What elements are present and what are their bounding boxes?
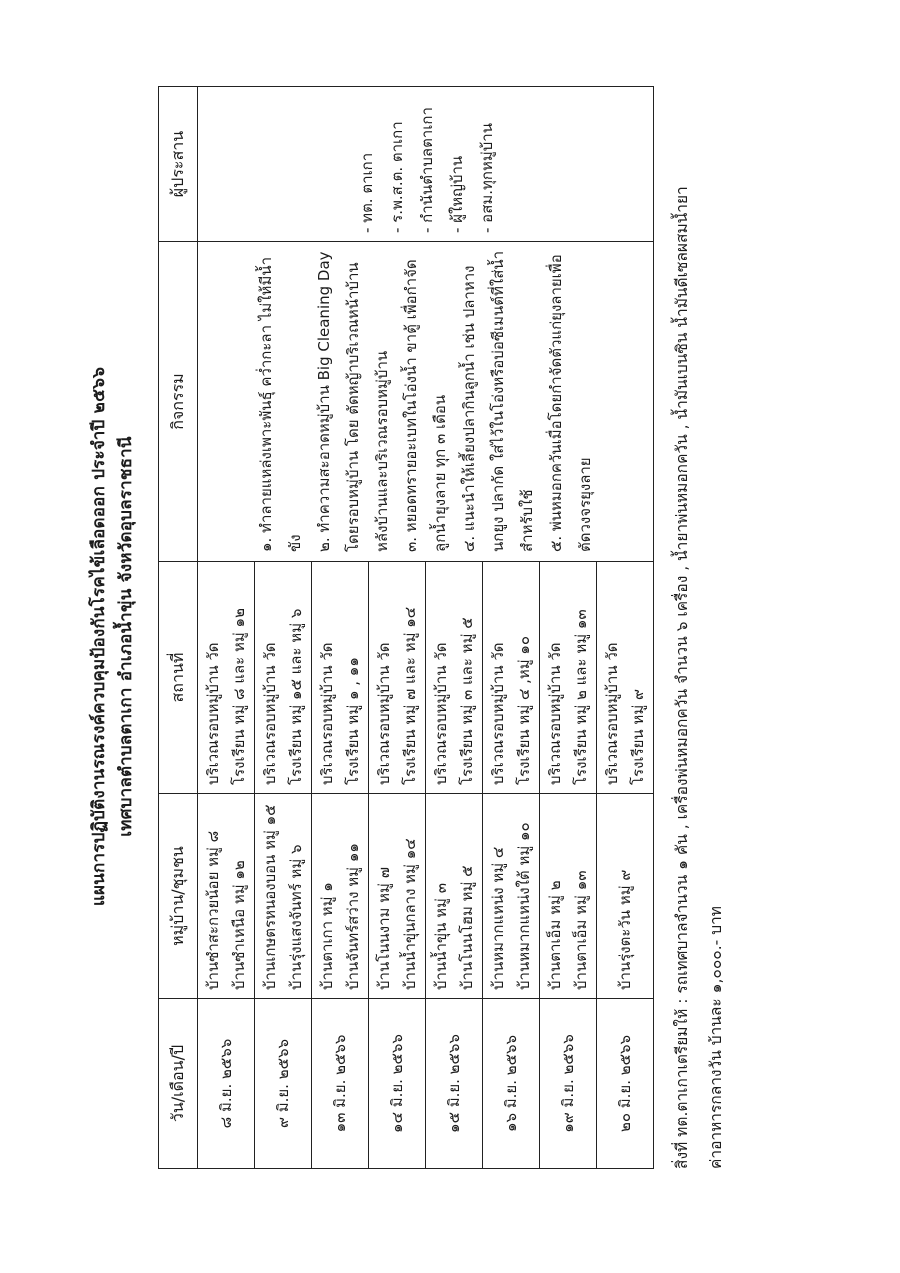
header-row — [159, 87, 198, 1169]
village-line: บ้านรุ่งแสงจันทร์ หมู่ ๖ — [287, 844, 305, 990]
place-cell — [312, 562, 369, 794]
village-line: บ้านตาเอ็ม หมู่ ๒ — [546, 880, 564, 990]
place-line: บริเวณรอบหมู่บ้าน วัด — [204, 642, 222, 785]
title-line-2: เทศบาลตำบลตาเกา อำเภอน้ำขุ่น จังหวัดอุบลราชธานี — [116, 436, 136, 837]
date-cell: ๙ มิ.ย. ๒๕๖๖ — [255, 999, 312, 1169]
date-cell: ๑๕ มิ.ย. ๒๕๖๖ — [426, 999, 483, 1169]
place-cell — [540, 562, 597, 794]
document-title — [0, 0, 140, 1273]
date-cell: ๘ มิ.ย. ๒๕๖๖ — [198, 999, 255, 1169]
village-line: บ้านรุ่งตะวัน หมู่ ๙ — [616, 869, 634, 990]
place-cell — [369, 562, 426, 794]
village-line: บ้านน้ำขุ่น หมู่ ๓ — [432, 883, 450, 990]
place-line: โรงเรียน หมู่ ๒ และ หมู่ ๑๓ — [572, 609, 590, 785]
village-line: บ้านหมากแหน่งใต้ หมู่ ๑๐ — [515, 822, 533, 990]
village-line: บ้านหมากแหน่ง หมู่ ๔ — [489, 846, 507, 990]
activity-item: ๓. หยอดทรายอะเบทในโอ่งน้ำ ขาตู้ เพื่อกำจัดลูกน้ำยุงลาย ทุก ๓ เดือน — [402, 259, 449, 552]
place-cell — [483, 562, 540, 794]
col-header-place: สถานที่ — [159, 562, 198, 794]
activities-cell — [198, 242, 654, 562]
place-line: บริเวณรอบหมู่บ้าน วัด — [546, 642, 564, 785]
village-cell — [483, 794, 540, 999]
village-line: บ้านโนนโฮม หมู่ ๕ — [458, 865, 476, 990]
coordinator-item: - กำนันตำบลตาเกา — [417, 107, 436, 233]
place-line: โรงเรียน หมู่ ๔ ,หมู่ ๑๐ — [515, 635, 533, 785]
date-cell: ๑๙ มิ.ย. ๒๕๖๖ — [540, 999, 597, 1169]
activity-item: ๕. พ่นหมอกควันเมื่อโดยกำจัดตัวแก่ยุงลายเพื่อตัดวงจรยุงลาย — [547, 254, 594, 552]
date-cell: ๑๖ มิ.ย. ๒๕๖๖ — [483, 999, 540, 1169]
footnotes — [670, 0, 728, 1169]
coordinator-item: - ร.พ.ส.ต. ตาเกา — [387, 121, 406, 233]
village-cell — [426, 794, 483, 999]
coordinator-item: - อสม.ทุกหมู่บ้าน — [477, 123, 496, 233]
place-line: โรงเรียน หมู่ ๘ และ หมู่ ๑๒ — [230, 608, 248, 785]
place-line: บริเวณรอบหมู่บ้าน วัด — [603, 642, 621, 785]
place-line: บริเวณรอบหมู่บ้าน วัด — [318, 642, 336, 785]
place-line: บริเวณรอบหมู่บ้าน วัด — [489, 642, 507, 785]
village-line: บ้านซำสะกวยน้อย หมู่ ๘ — [204, 830, 222, 990]
village-cell — [255, 794, 312, 999]
place-line: โรงเรียน หมู่ ๑๕ และ หมู่ ๖ — [287, 608, 305, 785]
place-line: บริเวณรอบหมู่บ้าน วัด — [261, 642, 279, 785]
activity-item: ๑. ทำลายแหล่งเพาะพันธุ์ คว่ำกะลา ไม่ให้มีน้ำขัง — [257, 256, 304, 552]
place-cell — [255, 562, 312, 794]
village-line: บ้านตาเอ็ม หมู่ ๑๓ — [572, 870, 590, 990]
place-cell — [198, 562, 255, 794]
place-cell — [426, 562, 483, 794]
date-cell: ๑๔ มิ.ย. ๒๕๖๖ — [369, 999, 426, 1169]
title-line-1: แผนการปฏิบัติงานรณรงค์ควบคุมป้องกันโรคไข้เลือดออก ประจำปี ๒๕๖๖ — [89, 366, 109, 907]
col-header-village: หมู่บ้าน/ชุมชน — [159, 794, 198, 999]
village-cell — [198, 794, 255, 999]
village-cell — [312, 794, 369, 999]
date-cell: ๒๐ มิ.ย. ๒๕๖๖ — [597, 999, 654, 1169]
village-line: บ้านตาเกา หมู่ ๑ — [318, 882, 336, 990]
place-line: โรงเรียน หมู่ ๑ , ๑๑ — [344, 657, 362, 785]
place-line: บริเวณรอบหมู่บ้าน วัด — [375, 642, 393, 785]
village-cell — [540, 794, 597, 999]
coordinator-item: - ผู้ใหญ่บ้าน — [447, 155, 466, 233]
village-line: บ้านซำเหนือ หมู่ ๑๒ — [230, 860, 248, 990]
coordinator-item: - ทต. ตาเกา — [357, 152, 376, 233]
table-row — [198, 87, 255, 1169]
village-cell — [597, 794, 654, 999]
footnote-lunch-budget: ค่าอาหารกลางวัน บ้านละ ๑,๐๐๐.- บาท — [707, 906, 725, 1169]
col-header-date: วัน/เดือน/ปี — [159, 999, 198, 1169]
place-line: โรงเรียน หมู่ ๓ และ หมู่ ๕ — [458, 617, 476, 785]
village-line: บ้านโนนงาม หมู่ ๗ — [375, 867, 393, 990]
village-line: บ้านจันทร์สว่าง หมู่ ๑๑ — [344, 843, 362, 990]
place-line: โรงเรียน หมู่ ๗ และ หมู่ ๑๔ — [401, 606, 419, 785]
activity-item: ๒. ทำความสะอาดหมู่บ้าน Big Cleaning Day โดยรอบหมู่บ้าน โดย ตัดหญ้าบริเวณหน้าบ้าน หลังบ้านและบริเวณรอบหมู่บ้าน — [315, 251, 391, 552]
place-cell — [597, 562, 654, 794]
place-line: บริเวณรอบหมู่บ้าน วัด — [432, 642, 450, 785]
activity-item: ๔. แนะนำให้เลี้ยงปลากินลูกน้ำ เช่น ปลาหางนกยูง ปลากัด ใส่ไว้ในโอ่งหรือบ่อซีเมนต์ที่ใส่น้ำสำหรับใช้ — [460, 250, 536, 552]
village-line: บ้านน้ำขุ่นกลาง หมู่ ๑๔ — [401, 838, 419, 990]
village-cell — [369, 794, 426, 999]
footnote-supplies: สิ่งที่ ทต.ตาเกาเตรียมให้ : รถเทศบาลจำนวน ๑ คัน , เครื่องพ่นหมอกควัน จำนวน ๖ เครื่อง , น้ำยาพ่นหมอกควัน , น้ำมันเบนซิน น้ำมันดีเซลผสมน้ำยา — [673, 186, 691, 1169]
campaign-plan-table — [158, 86, 654, 1169]
village-line: บ้านเกษตรหนองบอน หมู่ ๑๕ — [261, 804, 279, 990]
coordinators-cell — [198, 87, 654, 242]
date-cell: ๑๓ มิ.ย. ๒๕๖๖ — [312, 999, 369, 1169]
col-header-coordinator: ผู้ประสาน — [159, 87, 198, 242]
place-line: โรงเรียน หมู่ ๙ — [629, 689, 647, 785]
col-header-activity: กิจกรรม — [159, 242, 198, 562]
